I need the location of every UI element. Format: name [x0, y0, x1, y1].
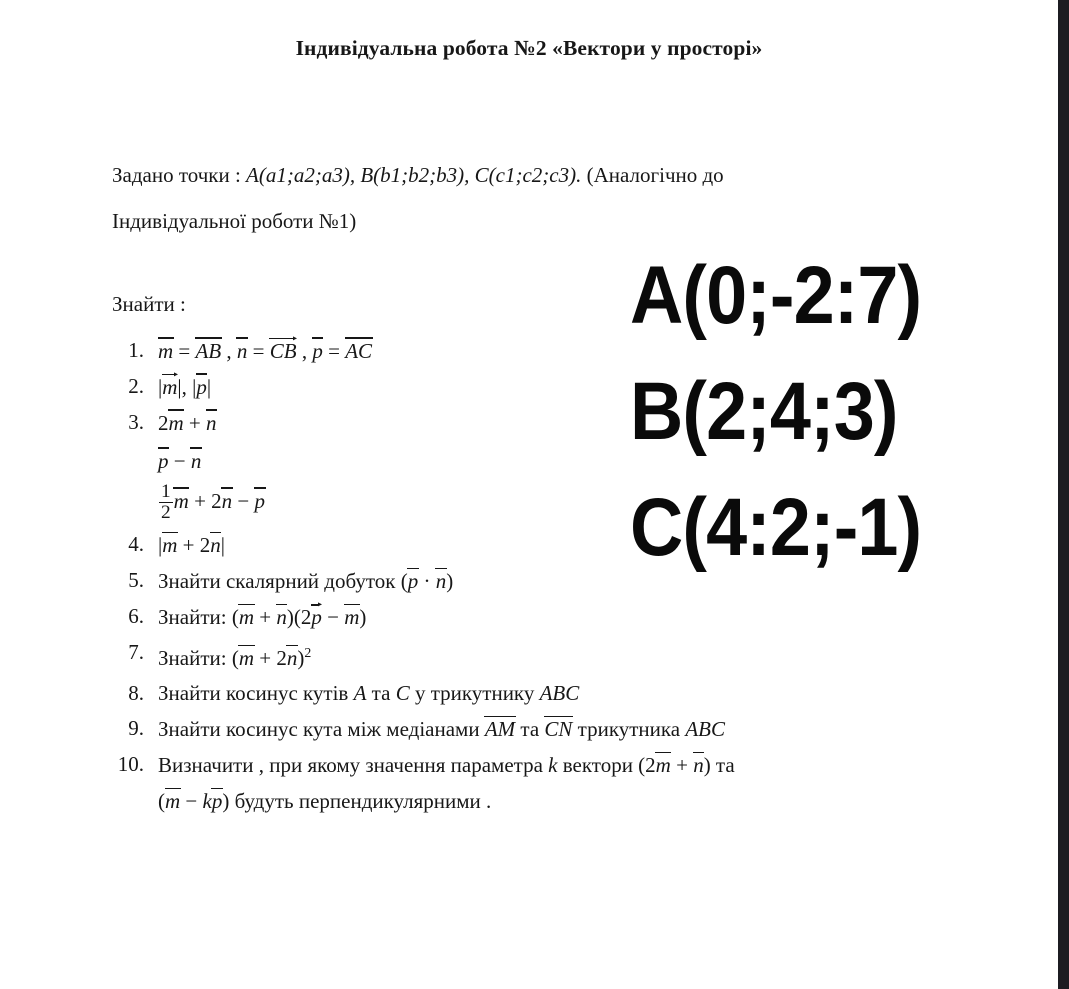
median-am-bar: AM [484, 717, 516, 742]
task-number-2: 2. [128, 374, 144, 398]
dot-product-operator: · [418, 569, 436, 594]
vector-m-arrow: m [162, 375, 178, 399]
task-6-prefix: Знайти: [158, 605, 232, 630]
coefficient-two-7: 2 [276, 646, 287, 671]
rparen-6a: ) [286, 605, 294, 630]
intro-line-2: Індивідуальної роботи №1) [112, 209, 357, 233]
abs-bar-open-1: | [158, 375, 163, 399]
parameter-k-10b: k [202, 789, 212, 814]
abs-bar-open-4: | [158, 533, 163, 558]
intro-point-b: B [360, 163, 374, 187]
triangle-label-abc-9: ABC [685, 717, 726, 742]
vector-m-bar-10b: m [165, 789, 181, 814]
vector-m-bar-3: m [168, 411, 184, 435]
task-9-seg2: та [515, 717, 545, 742]
rparen-7: ) [297, 646, 305, 671]
task-number-8: 8. [128, 681, 144, 706]
equals-sign: = [173, 339, 196, 363]
right-edge-bar [1058, 0, 1069, 989]
intro-prefix: Задано точки : [112, 163, 247, 187]
plus-sign-4: + [177, 533, 200, 558]
vector-n-bar-6: n [276, 605, 287, 630]
task-9-seg3: трикутника [572, 717, 686, 742]
task-item-8 [112, 680, 942, 707]
task-8-seg3: у трикутнику [409, 681, 540, 706]
vector-p-bar-sub2: p [254, 489, 266, 513]
vector-m-bar-sub2: m [173, 489, 189, 513]
task-number-1: 1. [128, 338, 144, 362]
angle-label-c: C [395, 681, 410, 706]
vector-n-bar: n [236, 339, 248, 363]
vector-cb-arrow: CB [269, 339, 297, 363]
coefficient-two-6: 2 [300, 605, 312, 630]
task-10-seg1: Визначити , при якому значення параметра [158, 753, 549, 778]
task-10-seg3: + [670, 753, 694, 778]
coordinate-line-c: C(4:2;-1) [630, 482, 922, 573]
coordinate-line-a: A(0;-2:7) [630, 250, 922, 341]
page-title: Індивідуальна робота №2 «Вектори у просторі» [295, 36, 763, 60]
rparen-6b: ) [359, 605, 367, 630]
equals-sign-2: = [247, 339, 270, 363]
vector-n-bar-10: n [693, 753, 704, 778]
vector-n-bar-5: n [435, 569, 447, 594]
vector-n-bar-3: n [206, 411, 217, 435]
comma-sep-2: , [296, 339, 313, 363]
equals-sign-3: = [322, 339, 346, 363]
task-number-9: 9. [128, 716, 144, 741]
abs-bar-close-2: | [206, 375, 212, 399]
triangle-label-abc-8: ABC [539, 681, 580, 706]
plus-sign-sub2: + [188, 489, 212, 513]
median-cn-bar: CN [544, 717, 573, 742]
vector-m-bar: m [158, 339, 174, 363]
minus-sign-6: − [321, 605, 345, 630]
vector-p-arrow-6: p [311, 605, 322, 630]
task-number-3: 3. [128, 410, 144, 434]
vector-p-bar: p [312, 339, 323, 363]
intro-note: (Аналогічно до [586, 163, 724, 187]
plus-sign-3: + [183, 411, 207, 435]
task-10-continuation [112, 787, 942, 815]
vector-p-bar-10b: p [211, 789, 223, 814]
task-item-10 [112, 751, 942, 779]
fraction-denominator: 2 [161, 501, 171, 523]
list-comma: , [181, 375, 193, 399]
task-number-10: 10. [117, 752, 144, 777]
task-10-continuation-body [158, 787, 942, 815]
vector-n-bar-7: n [286, 646, 298, 671]
vector-p-bar-5: p [407, 569, 419, 594]
angle-label-a: A [353, 681, 367, 706]
coordinate-line-b: B(2;4;3) [630, 366, 898, 457]
abs-bar-close-1: | [177, 375, 182, 399]
vector-n-bar-sub2: n [221, 489, 233, 513]
parameter-k: k [548, 753, 558, 778]
plus-sign-6: + [254, 605, 277, 630]
task-item-7 [112, 639, 942, 672]
vector-m-bar-6b: m [344, 605, 360, 630]
segment-ac-bar: AC [345, 339, 373, 363]
coefficient-two-sub2: 2 [211, 489, 222, 513]
intro-point-c-coords: (c1;c2;c3). [488, 163, 587, 187]
vector-p-bar-sub1: p [158, 449, 169, 473]
task-body-7 [158, 639, 942, 672]
task-7-prefix: Знайти: [158, 646, 232, 671]
vector-m-bar-10: m [655, 753, 671, 778]
task-9-seg1: Знайти косинус кута між медіанами [158, 717, 485, 742]
task-10-seg2: вектори (2 [557, 753, 656, 778]
intro-point-a-coords: (a1;a2;a3), [258, 163, 361, 187]
task-10-seg4: ) та [703, 753, 735, 778]
task-body-8 [158, 680, 942, 707]
vector-m-bar-6: m [238, 605, 254, 630]
fraction-numerator: 1 [161, 481, 171, 502]
abs-bar-close-4: | [220, 533, 225, 558]
task-5-prefix: Знайти скалярний добуток [158, 569, 401, 594]
rparen-5: ) [446, 569, 454, 594]
minus-sign-sub2b: − [232, 489, 255, 513]
task-item-9 [112, 715, 942, 743]
vector-m-bar-4: m [162, 533, 178, 558]
intro-point-a: A [246, 163, 259, 187]
task-number-6: 6. [128, 604, 144, 629]
comma-sep-1: , [221, 339, 237, 363]
continuation-spacer [112, 787, 158, 815]
vector-p-bar-2: p [196, 375, 207, 399]
task-body-6 [158, 603, 942, 631]
abs-bar-open-2: | [192, 375, 197, 399]
task-number-4: 4. [128, 532, 144, 557]
task-body-9 [158, 715, 942, 743]
lparen-7: ( [231, 646, 239, 671]
minus-sign-sub1: − [168, 449, 191, 473]
intro-point-b-coords: (b1;b2;b3), [373, 163, 475, 187]
vector-n-bar-4: n [210, 533, 221, 558]
vector-m-bar-7: m [238, 646, 254, 671]
find-lead-label: Знайти : [112, 292, 186, 316]
lparen-6a: ( [231, 605, 239, 630]
fraction-one-half [159, 482, 173, 522]
task-8-seg2: та [366, 681, 396, 706]
coefficient-two-4: 2 [199, 533, 211, 558]
lparen-10b: ( [158, 789, 165, 814]
task-body-10 [158, 751, 942, 779]
exponent-two: 2 [304, 645, 312, 661]
plus-sign-7: + [254, 646, 277, 671]
task-8-seg1: Знайти косинус кутів [158, 681, 354, 706]
task-number-5: 5. [128, 568, 144, 593]
coefficient-two: 2 [158, 411, 169, 435]
lparen-5: ( [400, 569, 408, 594]
task-item-6 [112, 603, 942, 631]
intro-point-c: C [474, 163, 489, 187]
task-number-7: 7. [128, 640, 144, 665]
vector-n-bar-sub1: n [190, 449, 202, 473]
intro-paragraph [112, 152, 902, 244]
intro-line-1 [112, 152, 902, 198]
segment-ab-bar: AB [195, 339, 222, 363]
coordinates-annotation [630, 238, 930, 586]
minus-sign-10b: − [180, 789, 203, 814]
task-10-line2-tail: ) будуть перпендикулярними . [222, 789, 492, 814]
lparen-6b: ( [293, 605, 301, 630]
